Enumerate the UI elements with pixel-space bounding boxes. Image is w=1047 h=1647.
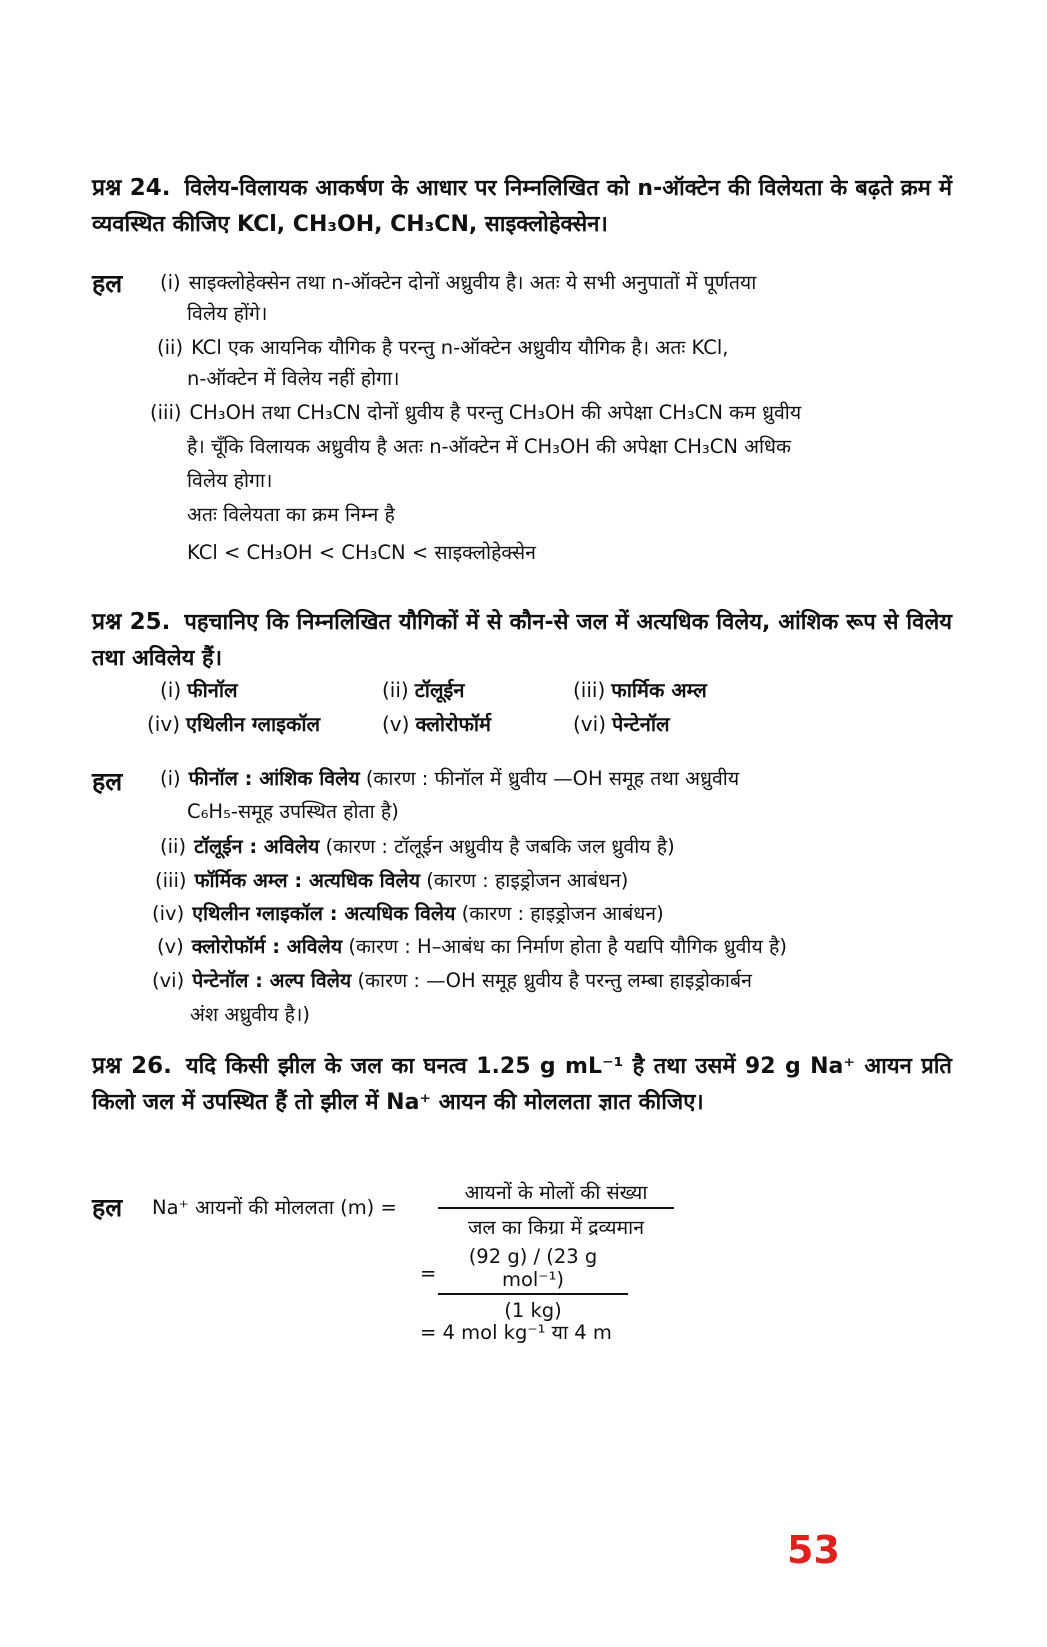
answer-24-order: KCl < CH₃OH < CH₃CN < साइक्लोहेक्सेन [187, 541, 536, 564]
answer-24-label: हल [92, 269, 123, 298]
molality-fraction-1 [438, 1178, 674, 1240]
answer-25-v: (v) क्लोरोफॉर्म : अविलेय (कारण : H–आबंध का निर्माण होता है यद्यपि यौगिक ध्रुवीय है) [157, 935, 787, 958]
page-number: 53 [787, 1528, 840, 1572]
question-25 [92, 604, 952, 677]
question-26 [92, 1048, 952, 1121]
answer-24-iii-line2: है। चूँकि विलायक अध्रुवीय है अतः n-ऑक्टेन में CH₃OH की अपेक्षा CH₃CN अधिक [187, 435, 792, 458]
answer-25-ii: (ii) टॉलूईन : अविलेय (कारण : टॉलूईन अध्रुवीय है जबकि जल ध्रुवीय है) [160, 835, 675, 858]
answer-25-vi: (vi) पेन्टेनॉल : अल्प विलेय (कारण : —OH समूह ध्रुवीय है परन्तु लम्बा हाइड्रोकार्बन [152, 969, 752, 992]
option-iv: (iv) एथिलीन ग्लाइकॉल [147, 712, 321, 736]
answer-26-label: हल [92, 1193, 123, 1222]
molality-fraction-2 [438, 1245, 628, 1322]
answer-24-i-line2: विलेय होंगे। [187, 302, 268, 325]
answer-24-iii-line3: विलेय होगा। [187, 469, 273, 492]
answer-25-i: (i) फीनॉल : आंशिक विलेय (कारण : फीनॉल में ध्रुवीय —OH समूह तथा अध्रुवीय [160, 767, 740, 790]
answer-24-order-intro: अतः विलेयता का क्रम निम्न है [187, 503, 395, 526]
fraction-1-denominator: जल का किग्रा में द्रव्यमान [467, 1216, 645, 1239]
answer-24-i-line1: (i) साइक्लोहेक्सेन तथा n-ऑक्टेन दोनों अध्रुवीय है। अतः ये सभी अनुपातों में पूर्णतया [160, 271, 757, 294]
option-iii: (iii) फार्मिक अम्ल [573, 678, 707, 702]
molality-result: = 4 mol kg⁻¹ या 4 m [420, 1321, 612, 1344]
fraction-1-numerator: आयनों के मोलों की संख्या [438, 1178, 674, 1209]
answer-24-ii-line2: n-ऑक्टेन में विलेय नहीं होगा। [187, 367, 400, 390]
question-25-text: पहचानिए कि निम्नलिखित यौगिकों में से कौन-से जल में अत्यधिक विलेय, आंशिक रूप से विलेय तथा अविलेय हैं। [92, 610, 952, 671]
answer-24-iii-line1: (iii) CH₃OH तथा CH₃CN दोनों ध्रुवीय है परन्तु CH₃OH की अपेक्षा CH₃CN कम ध्रुवीय [150, 401, 802, 424]
question-24-text: विलेय-विलायक आकर्षण के आधार पर निम्नलिखित को n-ऑक्टेन की विलेयता के बढ़ते क्रम में व्यवस्थित कीजिए KCl, CH₃OH, CH₃CN, साइक्लोहेक्सेन। [92, 176, 952, 237]
answer-24-ii-line1: (ii) KCl एक आयनिक यौगिक है परन्तु n-ऑक्टेन अध्रुवीय यौगिक है। अतः KCl, [157, 336, 729, 359]
molality-lhs: Na⁺ आयनों की मोललता (m) = [152, 1196, 397, 1219]
question-24-label: प्रश्न 24. [92, 175, 171, 201]
answer-25-iv: (iv) एथिलीन ग्लाइकॉल : अत्यधिक विलेय (कारण : हाइड्रोजन आबंधन) [152, 902, 664, 925]
answer-25-i-line2: C₆H₅-समूह उपस्थित होता है) [187, 800, 399, 823]
option-i: (i) फीनॉल [160, 678, 238, 702]
option-vi: (vi) पेन्टेनॉल [573, 712, 670, 736]
fraction-2-numerator: (92 g) / (23 g mol⁻¹) [438, 1245, 628, 1295]
answer-25-vi-line2: अंश अध्रुवीय है।) [190, 1003, 311, 1026]
fraction-2-denominator: (1 kg) [504, 1299, 562, 1322]
option-v: (v) क्लोरोफॉर्म [382, 712, 492, 736]
question-24 [92, 170, 952, 243]
question-25-label: प्रश्न 25. [92, 609, 171, 635]
question-26-label: प्रश्न 26. [92, 1053, 172, 1079]
answer-25-iii: (iii) फॉर्मिक अम्ल : अत्यधिक विलेय (कारण : हाइड्रोजन आबंधन) [155, 869, 629, 892]
question-26-text: यदि किसी झील के जल का घनत्व 1.25 g mL⁻¹ है तथा उसमें 92 g Na⁺ आयन प्रति किलो जल में उपस्थित हैं तो झील में Na⁺ आयन की मोललता ज्ञात कीजिए। [92, 1054, 952, 1115]
equals-sign: = [420, 1262, 437, 1285]
option-ii: (ii) टॉलूईन [382, 678, 465, 702]
answer-25-label: हल [92, 767, 123, 796]
